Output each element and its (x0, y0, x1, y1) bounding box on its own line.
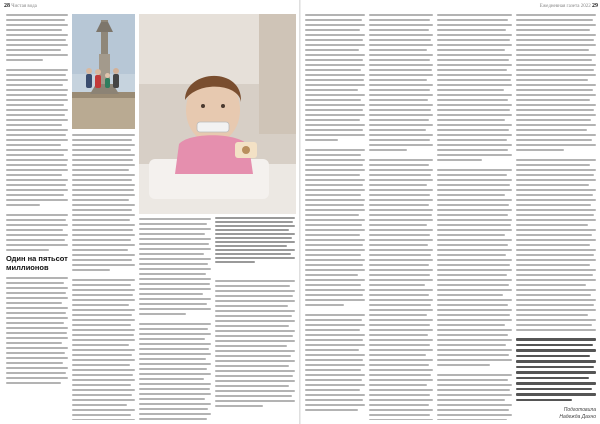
editorial-note (516, 338, 596, 410)
right-col-4 (516, 14, 596, 334)
girl-in-hospital-photo (139, 14, 296, 214)
page-gutter (299, 0, 301, 424)
signature-role: Подготовила (563, 407, 596, 413)
right-header-text: Ежедневная газета 2022 (539, 4, 591, 9)
right-col-1 (305, 14, 365, 420)
left-col-1 (6, 14, 68, 420)
running-header-right (458, 2, 598, 11)
article-subheading: Один на пятьсот миллионов (6, 254, 68, 272)
right-page-number: 29 (592, 3, 598, 9)
left-col-2 (72, 134, 135, 420)
family-at-memorial-photo (72, 14, 135, 129)
left-page-number: 28 (4, 3, 10, 9)
right-col-3 (437, 14, 512, 420)
left-col-4 (215, 280, 295, 420)
girl-photo-caption (215, 217, 295, 275)
signature-name: Надежда Дахно (559, 414, 596, 420)
right-col-2 (369, 14, 433, 420)
left-header-text: Чистая вода (11, 4, 37, 9)
author-signature (520, 407, 596, 423)
running-header-left (4, 2, 134, 11)
left-col-3 (139, 218, 211, 420)
